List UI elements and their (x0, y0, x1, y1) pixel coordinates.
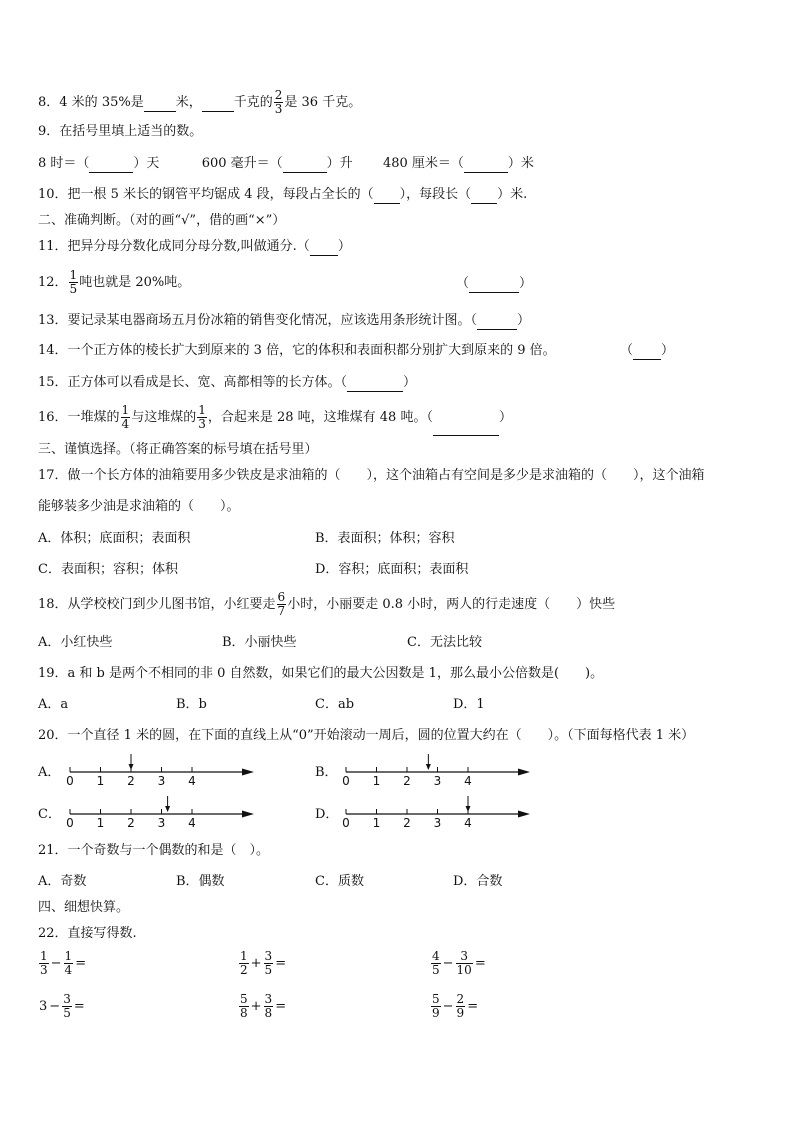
answer-blank[interactable] (471, 187, 497, 204)
q21-option-c[interactable]: C．质数 (315, 874, 364, 889)
axis-arrowhead-icon (518, 769, 530, 776)
tick-label: 1 (96, 816, 105, 830)
q20-option-b[interactable]: B． (315, 765, 338, 780)
q19-option-d[interactable]: D．1 (453, 697, 485, 712)
question-8 (38, 89, 361, 116)
question-19: 19．a 和 b 是两个不相同的非 0 自然数，如果它们的最大公因数是 1，那么最小公倍数是( )。 (38, 666, 604, 681)
section-3-heading: 三、谨慎选择。（将正确答案的标号填在括号里） (38, 442, 318, 457)
answer-blank[interactable] (464, 156, 508, 173)
answer-blank[interactable] (374, 187, 400, 204)
position-arrowhead-icon (466, 806, 471, 812)
tick-label: 1 (96, 774, 105, 788)
q17-option-a[interactable]: A．体积；底面积；表面积 (38, 531, 191, 546)
answer-blank[interactable] (202, 95, 234, 112)
answer-blank[interactable] (433, 401, 499, 436)
fraction: $\frac{1}{4}$ (121, 403, 130, 431)
tick-label: 2 (127, 774, 135, 788)
answer-blank[interactable] (633, 343, 661, 360)
q21-option-b[interactable]: B．偶数 (176, 874, 225, 889)
tick-label: 4 (188, 816, 196, 830)
question-22: 22．直接写得数. (38, 926, 137, 941)
expression-4: 3 − $\frac{3}{5}$ = (39, 992, 85, 1020)
expression-1: $\frac{1}{3}$ − $\frac{1}{4}$ = (40, 949, 87, 977)
tick-label: 2 (403, 774, 411, 788)
axis-arrowhead-icon (518, 811, 530, 818)
question-18: 18．从学校校门到少儿图书馆，小红要走 $\frac{6}{7}$ 小时，小丽要走 0.8 小时，两人的行走速度（ ）快些 (38, 590, 616, 618)
q20-number-line-c (64, 794, 264, 834)
q18-option-b[interactable]: B．小丽快些 (222, 635, 297, 650)
q20-option-c[interactable]: C． (38, 807, 61, 822)
tick-label: 3 (433, 816, 442, 830)
q20-option-d[interactable]: D． (315, 807, 339, 822)
fraction: $\frac{2}{3}$ (274, 88, 283, 116)
answer-blank[interactable] (469, 276, 519, 293)
tick-label: 1 (372, 816, 381, 830)
question-14-answer: （ ） (620, 343, 675, 358)
q8-number: 8． (38, 95, 60, 110)
question-20: 20．一个直径 1 米的圆，在下面的直线上从“0”开始滚动一周后，圆的位置大约在（ ）。（下面每格代表 1 米） (38, 728, 695, 743)
answer-blank[interactable] (347, 375, 403, 392)
question-21: 21．一个奇数与一个偶数的和是（ ）。 (38, 843, 270, 858)
fraction: $\frac{1}{5}$ (69, 268, 78, 296)
section-2-heading: 二、准确判断。（对的画“√”，借的画“×”） (38, 213, 286, 228)
tick-label: 0 (342, 816, 350, 830)
position-arrowhead-icon (426, 764, 431, 770)
q18-option-a[interactable]: A．小红快些 (38, 635, 113, 650)
question-9: 9．在括号里填上适当的数。 (38, 124, 203, 139)
q19-option-b[interactable]: B．b (176, 697, 207, 712)
q19-option-a[interactable]: A．a (38, 697, 69, 712)
question-17-line-1: 17．做一个长方体的油箱要用多少铁皮是求油箱的（ ），这个油箱占有空间是多少是求油箱的（ ），这个油箱 (38, 468, 705, 483)
question-16: 16．一堆煤的 $\frac{1}{4}$ 与这堆煤的 $\frac{1}{3}$ ，合起来是 28 吨，这堆煤有 48 吨。（ ） (38, 401, 512, 436)
q8-text-c: 千克的 (233, 95, 273, 110)
question-10: 10．把一根 5 米长的钢管平均锯成 4 段，每段占全长的（ ），每段长（ ）米. (38, 187, 528, 202)
q8-text-a: 4 米的 35%是 (59, 95, 144, 110)
question-9-items: 8 时＝（ ）天 600 毫升＝（ ）升 480 厘米＝（ ）米 (38, 156, 534, 171)
q17-option-b[interactable]: B．表面积；体积；容积 (315, 531, 455, 546)
tick-label: 2 (127, 816, 135, 830)
tick-label: 4 (188, 774, 196, 788)
axis-arrowhead-icon (242, 769, 254, 776)
tick-label: 3 (157, 816, 166, 830)
question-11: 11．把异分母分数化成同分母分数,叫做通分.（ ） (38, 239, 351, 254)
q19-option-c[interactable]: C．ab (315, 697, 355, 712)
tick-label: 4 (464, 774, 472, 788)
q18-option-c[interactable]: C．无法比较 (407, 635, 482, 650)
answer-blank[interactable] (477, 313, 517, 330)
tick-label: 0 (66, 816, 74, 830)
section-4-heading: 四、细想快算。 (38, 900, 130, 915)
tick-label: 0 (342, 774, 350, 788)
answer-blank[interactable] (310, 239, 338, 256)
question-17-line-2: 能够装多少油是求油箱的（ ）。 (38, 499, 240, 514)
expression-3: $\frac{4}{5}$ − $\frac{3}{10}$ = (432, 949, 486, 977)
q8-text-d: 是 36 千克。 (284, 95, 362, 110)
question-14: 14．一个正方体的棱长扩大到原来的 3 倍，它的体积和表面积都分别扩大到原来的 9 倍。 (38, 343, 556, 358)
q20-number-line-a (64, 752, 264, 792)
question-15: 15．正方体可以看成是长、宽、高都相等的长方体。（ ） (38, 375, 417, 390)
fraction: $\frac{1}{3}$ (198, 403, 206, 431)
q8-text-b: 米， (175, 95, 202, 110)
q17-option-c[interactable]: C．表面积；容积；体积 (38, 562, 178, 577)
tick-label: 3 (433, 774, 442, 788)
question-12-answer: （ ） (456, 276, 533, 291)
position-arrowhead-icon (129, 764, 134, 770)
tick-label: 2 (403, 816, 411, 830)
answer-blank[interactable] (283, 156, 327, 173)
expression-2: $\frac{1}{2}$ + $\frac{3}{5}$ = (240, 949, 287, 977)
q20-number-line-d (340, 794, 540, 834)
fraction: $\frac{6}{7}$ (277, 590, 286, 618)
q17-option-d[interactable]: D．容积；底面积；表面积 (315, 562, 469, 577)
tick-label: 3 (157, 774, 166, 788)
q21-option-d[interactable]: D．合数 (453, 874, 503, 889)
q21-option-a[interactable]: A．奇数 (38, 874, 87, 889)
position-arrowhead-icon (165, 806, 170, 812)
expression-5: $\frac{5}{8}$ + $\frac{3}{8}$ = (240, 992, 287, 1020)
tick-label: 4 (464, 816, 472, 830)
q20-number-line-b (340, 752, 540, 792)
tick-label: 1 (372, 774, 381, 788)
answer-blank[interactable] (144, 95, 176, 112)
question-12: 12． $\frac{1}{5}$ 吨也就是 20%吨。 (38, 268, 191, 296)
axis-arrowhead-icon (242, 811, 254, 818)
question-13: 13．要记录某电器商场五月份冰箱的销售变化情况，应该选用条形统计图。（ ） (38, 313, 531, 328)
q20-option-a[interactable]: A． (38, 765, 61, 780)
answer-blank[interactable] (89, 156, 133, 173)
tick-label: 0 (66, 774, 74, 788)
expression-6: $\frac{5}{9}$ − $\frac{2}{9}$ = (432, 992, 479, 1020)
